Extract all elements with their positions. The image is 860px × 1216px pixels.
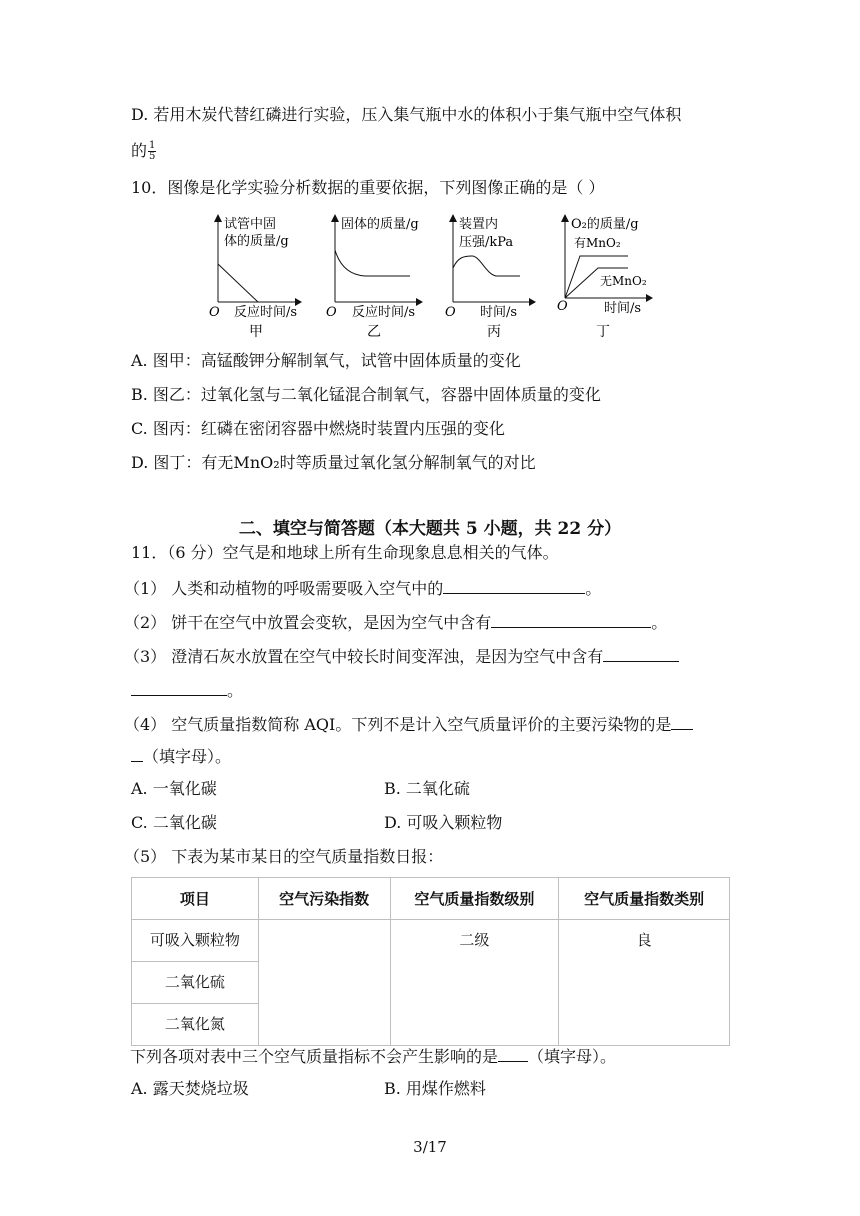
series-line [218, 264, 258, 302]
series-curve [335, 250, 410, 276]
series-label-with-catalyst: 有MnO₂ [574, 236, 621, 250]
q11-part2 [124, 611, 667, 634]
q11-part4-option-d: D. 可吸入颗粒物 [384, 813, 503, 832]
q11-part3-end: 。 [227, 681, 244, 700]
q11-part4 [124, 713, 693, 736]
q11-part1 [124, 577, 601, 600]
answer-blank-3a[interactable] [603, 645, 679, 662]
table-cell-category: 良 [559, 920, 730, 1046]
table-header-level: 空气质量指数级别 [390, 878, 559, 920]
fraction-one-fifth [148, 141, 156, 162]
series-curve [453, 256, 520, 276]
chart-jia [203, 212, 303, 340]
q11-part5: （5） 下表为某市某日的空气质量指数日报： [124, 847, 444, 866]
y-label-2: 体的质量/g [224, 234, 289, 249]
chart-ding [552, 212, 660, 340]
x-label: 时间/s [604, 301, 642, 316]
x-label: 时间/s [480, 305, 518, 320]
q9-option-d-line2 [131, 140, 156, 162]
x-axis-arrow [416, 298, 423, 306]
table-row [132, 920, 730, 962]
answer-blank-1[interactable] [443, 577, 585, 594]
y-label-1: 试管中固 [224, 217, 277, 232]
q11-part4-cont [131, 745, 231, 768]
answer-blank-5[interactable] [498, 1045, 528, 1062]
q11-part4-end: （填字母）。 [143, 747, 232, 766]
q11-stem: 11．（6 分）空气是和地球上所有生命现象息息相关的气体。 [131, 543, 559, 562]
origin-label: O [209, 305, 220, 320]
q10-stem: 10．图像是化学实验分析数据的重要依据，下列图像正确的是（ ） [131, 178, 605, 197]
q11-part4-option-c: C. 二氧化碳 [131, 813, 217, 832]
q11-part5-question-text: 下列各项对表中三个空气质量指标不会产生影响的是 [130, 1047, 499, 1066]
y-axis-arrow [449, 214, 457, 222]
table-cell-level: 二级 [390, 920, 559, 1046]
q11-part4-option-b: B. 二氧化硫 [384, 779, 470, 798]
answer-blank-4b[interactable] [131, 745, 143, 762]
q11-part3 [124, 645, 679, 668]
origin-label: O [557, 299, 568, 314]
answer-blank-2[interactable] [491, 611, 651, 628]
x-axis-arrow [529, 298, 536, 306]
y-label-1: O₂的质量/g [571, 217, 639, 232]
chart-caption: 乙 [367, 324, 381, 340]
y-label-1: 固体的质量/g [341, 217, 419, 232]
table-header-row [132, 878, 730, 920]
q11-part5-option-b: B. 用煤作燃料 [384, 1079, 486, 1098]
q9-option-d-line1: D. 若用木炭代替红磷进行实验，压入集气瓶中水的体积小于集气瓶中空气体积 [131, 105, 682, 124]
q11-part2-end: 。 [651, 613, 668, 632]
q11-part1-end: 。 [585, 579, 602, 598]
y-label-1: 装置内 [459, 217, 499, 232]
y-label-2: 压强/kPa [459, 235, 514, 250]
y-axis-arrow [214, 214, 222, 222]
fraction-denominator: 5 [149, 151, 156, 162]
answer-blank-4a[interactable] [671, 713, 693, 730]
y-axis-arrow [561, 214, 569, 222]
q11-part5-question-end: （填字母）。 [528, 1047, 617, 1066]
q10-option-d: D. 图丁：有无MnO₂时等质量过氧化氢分解制氧气的对比 [131, 453, 536, 472]
chart-caption: 丁 [596, 324, 610, 340]
chart-caption: 甲 [249, 324, 263, 340]
table-cell-item: 二氧化氮 [132, 1004, 259, 1046]
table-header-item: 项目 [132, 878, 259, 920]
q11-part4-option-a: A. 一氧化碳 [131, 779, 217, 798]
x-label: 反应时间/s [234, 305, 298, 320]
q11-part5-option-a: A. 露天焚烧垃圾 [131, 1079, 249, 1098]
answer-blank-3b[interactable] [131, 679, 227, 696]
page-number: 3/17 [413, 1138, 447, 1156]
q11-part4-text: （4） 空气质量指数简称 AQI。下列不是计入空气质量评价的主要污染物的是 [124, 715, 672, 734]
chart-yi [320, 212, 430, 340]
q11-part1-text: （1） 人类和动植物的呼吸需要吸入空气中的 [124, 579, 444, 598]
q10-option-c: C. 图丙：红磷在密闭容器中燃烧时装置内压强的变化 [131, 419, 505, 438]
origin-label: O [445, 305, 456, 320]
table-cell-item: 二氧化硫 [132, 962, 259, 1004]
table-cell-item: 可吸入颗粒物 [132, 920, 259, 962]
series-label-without-catalyst: 无MnO₂ [600, 274, 647, 288]
origin-label: O [326, 305, 337, 320]
q10-option-b: B. 图乙：过氧化氢与二氧化锰混合制氧气，容器中固体质量的变化 [131, 385, 601, 404]
q11-part3-cont [131, 679, 243, 702]
chart-caption: 丙 [487, 324, 501, 340]
q11-part2-text: （2） 饼干在空气中放置会变软，是因为空气中含有 [124, 613, 492, 632]
x-axis-arrow [646, 294, 653, 302]
q11-part3-text: （3） 澄清石灰水放置在空气中较长时间变浑浊，是因为空气中含有 [124, 647, 604, 666]
table-header-category: 空气质量指数类别 [559, 878, 730, 920]
aqi-table [131, 877, 730, 1046]
y-axis-arrow [331, 214, 339, 222]
section-title: 二、填空与简答题（本大题共 5 小题，共 22 分） [238, 519, 622, 539]
table-header-index: 空气污染指数 [258, 878, 390, 920]
x-label: 反应时间/s [352, 305, 416, 320]
chart-bing [440, 212, 540, 340]
q11-part5-question [130, 1045, 616, 1068]
fraction-numerator: 1 [149, 140, 156, 151]
q10-option-a: A. 图甲：高锰酸钾分解制氧气，试管中固体质量的变化 [131, 351, 521, 370]
q9-option-d-prefix: 的 [131, 141, 148, 160]
table-cell-index [258, 920, 390, 1046]
